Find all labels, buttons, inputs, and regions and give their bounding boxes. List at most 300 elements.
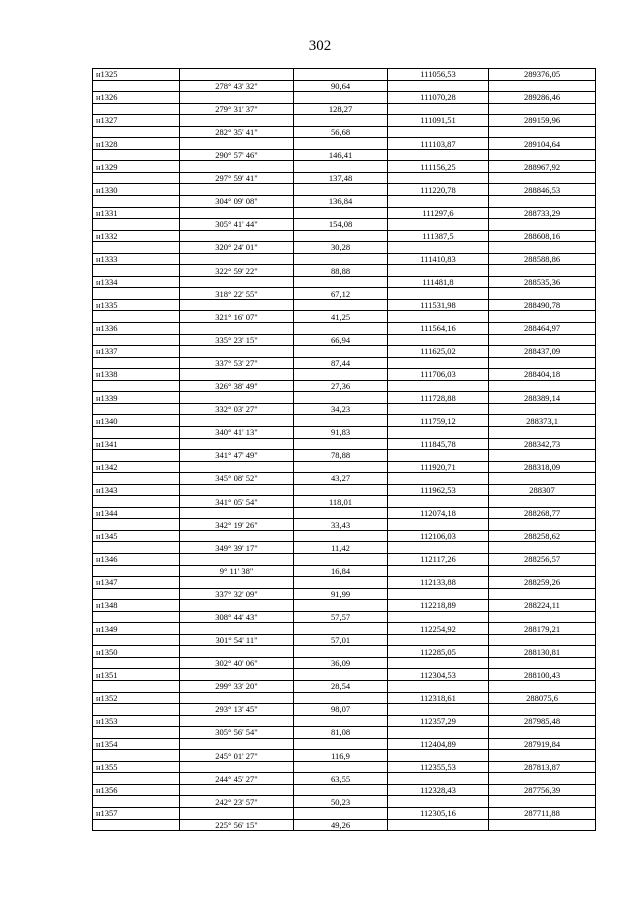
empty-cell <box>93 704 180 716</box>
segment-row <box>93 727 596 739</box>
segment-length: 128,27 <box>294 103 388 115</box>
empty-cell <box>388 773 489 785</box>
empty-cell <box>294 184 388 196</box>
empty-cell <box>180 253 294 265</box>
point-row <box>93 299 596 311</box>
empty-cell <box>93 149 180 161</box>
coordinates-table <box>92 68 596 831</box>
point-name: н1335 <box>93 299 180 311</box>
point-row <box>93 323 596 335</box>
coordinate-y: 288733,29 <box>489 207 596 219</box>
point-name: н1357 <box>93 808 180 820</box>
segment-length: 137,48 <box>294 172 388 184</box>
point-name: н1338 <box>93 369 180 381</box>
empty-cell <box>294 600 388 612</box>
empty-cell <box>93 588 180 600</box>
coordinate-x: 111920,71 <box>388 461 489 473</box>
empty-cell <box>388 149 489 161</box>
point-row <box>93 577 596 589</box>
empty-cell <box>180 415 294 427</box>
empty-cell <box>180 669 294 681</box>
point-row <box>93 207 596 219</box>
empty-cell <box>294 484 388 496</box>
coordinate-y: 287711,88 <box>489 808 596 820</box>
point-row <box>93 276 596 288</box>
direction-angle: 225° 56' 15" <box>180 819 294 831</box>
empty-cell <box>93 750 180 762</box>
empty-cell <box>489 657 596 669</box>
empty-cell <box>93 450 180 462</box>
point-name: н1341 <box>93 438 180 450</box>
segment-row <box>93 704 596 716</box>
direction-angle: 304° 09' 08" <box>180 196 294 208</box>
segment-length: 41,25 <box>294 311 388 323</box>
point-name: н1340 <box>93 415 180 427</box>
empty-cell <box>388 288 489 300</box>
direction-angle: 299° 33' 20" <box>180 680 294 692</box>
empty-cell <box>294 461 388 473</box>
empty-cell <box>180 738 294 750</box>
coordinate-x: 111297,6 <box>388 207 489 219</box>
coordinate-x: 112355,53 <box>388 761 489 773</box>
empty-cell <box>180 761 294 773</box>
coordinate-y: 287985,48 <box>489 715 596 727</box>
point-row <box>93 415 596 427</box>
coordinate-x: 112318,61 <box>388 692 489 704</box>
empty-cell <box>388 265 489 277</box>
empty-cell <box>489 680 596 692</box>
empty-cell <box>93 311 180 323</box>
segment-row <box>93 149 596 161</box>
empty-cell <box>388 196 489 208</box>
empty-cell <box>489 288 596 300</box>
empty-cell <box>294 92 388 104</box>
point-row <box>93 346 596 358</box>
direction-angle: 293° 13' 45" <box>180 704 294 716</box>
coordinate-y: 288967,92 <box>489 161 596 173</box>
coordinate-y: 287919,84 <box>489 738 596 750</box>
empty-cell <box>294 715 388 727</box>
empty-cell <box>294 669 388 681</box>
coordinate-x: 111091,51 <box>388 115 489 127</box>
empty-cell <box>93 334 180 346</box>
empty-cell <box>180 138 294 150</box>
segment-length: 87,44 <box>294 357 388 369</box>
coordinate-y: 289104,64 <box>489 138 596 150</box>
segment-length: 57,01 <box>294 634 388 646</box>
empty-cell <box>294 415 388 427</box>
empty-cell <box>294 761 388 773</box>
point-name: н1355 <box>93 761 180 773</box>
point-name: н1326 <box>93 92 180 104</box>
point-row <box>93 738 596 750</box>
direction-angle: 278° 43' 32" <box>180 80 294 92</box>
empty-cell <box>180 808 294 820</box>
point-name: н1330 <box>93 184 180 196</box>
coordinate-x: 111481,8 <box>388 276 489 288</box>
coordinate-x: 112285,05 <box>388 646 489 658</box>
direction-angle: 337° 32' 09" <box>180 588 294 600</box>
empty-cell <box>93 242 180 254</box>
coordinate-y: 288075,6 <box>489 692 596 704</box>
empty-cell <box>388 403 489 415</box>
empty-cell <box>294 646 388 658</box>
empty-cell <box>388 473 489 485</box>
point-row <box>93 646 596 658</box>
point-name: н1348 <box>93 600 180 612</box>
empty-cell <box>388 565 489 577</box>
direction-angle: 335° 23' 15" <box>180 334 294 346</box>
segment-length: 98,07 <box>294 704 388 716</box>
segment-length: 136,84 <box>294 196 388 208</box>
segment-row <box>93 634 596 646</box>
point-row <box>93 530 596 542</box>
empty-cell <box>388 657 489 669</box>
coordinate-x: 111410,83 <box>388 253 489 265</box>
segment-length: 16,84 <box>294 565 388 577</box>
direction-angle: 297° 59' 41" <box>180 172 294 184</box>
coordinate-y: 288464,97 <box>489 323 596 335</box>
empty-cell <box>388 819 489 831</box>
empty-cell <box>388 80 489 92</box>
segment-row <box>93 334 596 346</box>
empty-cell <box>294 392 388 404</box>
point-name: н1327 <box>93 115 180 127</box>
segment-row <box>93 103 596 115</box>
point-name: н1346 <box>93 553 180 565</box>
empty-cell <box>489 265 596 277</box>
coordinate-x: 112305,16 <box>388 808 489 820</box>
empty-cell <box>93 103 180 115</box>
empty-cell <box>388 796 489 808</box>
segment-row <box>93 657 596 669</box>
point-row <box>93 115 596 127</box>
point-name: н1325 <box>93 69 180 81</box>
empty-cell <box>388 172 489 184</box>
empty-cell <box>388 450 489 462</box>
coordinate-x: 111103,87 <box>388 138 489 150</box>
empty-cell <box>93 357 180 369</box>
segment-length: 154,08 <box>294 219 388 231</box>
empty-cell <box>388 426 489 438</box>
coordinate-y: 288318,09 <box>489 461 596 473</box>
coordinate-y: 287813,87 <box>489 761 596 773</box>
point-name: н1352 <box>93 692 180 704</box>
empty-cell <box>489 242 596 254</box>
empty-cell <box>180 323 294 335</box>
segment-length: 28,54 <box>294 680 388 692</box>
segment-length: 116,9 <box>294 750 388 762</box>
segment-length: 88,88 <box>294 265 388 277</box>
empty-cell <box>388 704 489 716</box>
coordinate-y: 288130,81 <box>489 646 596 658</box>
coordinate-y: 288490,78 <box>489 299 596 311</box>
coordinate-x: 111962,53 <box>388 484 489 496</box>
segment-length: 36,09 <box>294 657 388 669</box>
coordinate-x: 111056,53 <box>388 69 489 81</box>
empty-cell <box>93 172 180 184</box>
segment-row <box>93 680 596 692</box>
empty-cell <box>93 657 180 669</box>
empty-cell <box>93 126 180 138</box>
empty-cell <box>388 496 489 508</box>
coordinate-y: 288608,16 <box>489 230 596 242</box>
point-name: н1342 <box>93 461 180 473</box>
coordinates-table-body <box>93 69 596 831</box>
direction-angle: 282° 35' 41" <box>180 126 294 138</box>
empty-cell <box>489 311 596 323</box>
empty-cell <box>294 808 388 820</box>
direction-angle: 244° 45' 27" <box>180 773 294 785</box>
coordinate-x: 112074,18 <box>388 507 489 519</box>
empty-cell <box>180 577 294 589</box>
direction-angle: 322° 59' 22" <box>180 265 294 277</box>
empty-cell <box>294 577 388 589</box>
coordinate-y: 288258,62 <box>489 530 596 542</box>
empty-cell <box>294 299 388 311</box>
page-number: 302 <box>308 38 332 54</box>
segment-row <box>93 473 596 485</box>
segment-row <box>93 542 596 554</box>
segment-length: 49,26 <box>294 819 388 831</box>
empty-cell <box>93 611 180 623</box>
segment-length: 33,43 <box>294 519 388 531</box>
point-row <box>93 92 596 104</box>
segment-row <box>93 496 596 508</box>
segment-length: 91,99 <box>294 588 388 600</box>
empty-cell <box>180 692 294 704</box>
coordinate-y: 288404,18 <box>489 369 596 381</box>
coordinate-x: 112218,89 <box>388 600 489 612</box>
empty-cell <box>388 727 489 739</box>
empty-cell <box>93 565 180 577</box>
segment-length: 30,28 <box>294 242 388 254</box>
point-row <box>93 623 596 635</box>
empty-cell <box>180 646 294 658</box>
empty-cell <box>489 172 596 184</box>
empty-cell <box>294 507 388 519</box>
coordinate-x: 111706,03 <box>388 369 489 381</box>
point-name: н1336 <box>93 323 180 335</box>
point-row <box>93 484 596 496</box>
direction-angle: 337° 53' 27" <box>180 357 294 369</box>
empty-cell <box>388 542 489 554</box>
empty-cell <box>489 80 596 92</box>
coordinate-y: 287756,39 <box>489 784 596 796</box>
segment-length: 34,23 <box>294 403 388 415</box>
direction-angle: 320° 24' 01" <box>180 242 294 254</box>
direction-angle: 242° 23' 57" <box>180 796 294 808</box>
direction-angle: 332° 03' 27" <box>180 403 294 415</box>
segment-row <box>93 750 596 762</box>
empty-cell <box>180 784 294 796</box>
segment-row <box>93 219 596 231</box>
empty-cell <box>93 634 180 646</box>
point-row <box>93 553 596 565</box>
empty-cell <box>180 484 294 496</box>
empty-cell <box>180 161 294 173</box>
empty-cell <box>93 219 180 231</box>
coordinate-x: 111845,78 <box>388 438 489 450</box>
point-name: н1345 <box>93 530 180 542</box>
direction-angle: 305° 41' 44" <box>180 219 294 231</box>
coordinate-y: 288179,21 <box>489 623 596 635</box>
coordinate-y: 289286,46 <box>489 92 596 104</box>
direction-angle: 342° 19' 26" <box>180 519 294 531</box>
empty-cell <box>294 369 388 381</box>
direction-angle: 290° 57' 46" <box>180 149 294 161</box>
segment-length: 27,36 <box>294 380 388 392</box>
empty-cell <box>180 623 294 635</box>
point-row <box>93 692 596 704</box>
point-name: н1337 <box>93 346 180 358</box>
segment-row <box>93 565 596 577</box>
segment-row <box>93 588 596 600</box>
coordinate-y: 288259,26 <box>489 577 596 589</box>
empty-cell <box>180 276 294 288</box>
point-row <box>93 507 596 519</box>
empty-cell <box>294 323 388 335</box>
point-row <box>93 461 596 473</box>
segment-length: 63,55 <box>294 773 388 785</box>
segment-row <box>93 426 596 438</box>
coordinate-x: 112117,26 <box>388 553 489 565</box>
empty-cell <box>388 588 489 600</box>
empty-cell <box>180 553 294 565</box>
direction-angle: 349° 39' 17" <box>180 542 294 554</box>
coordinate-x: 112133,88 <box>388 577 489 589</box>
empty-cell <box>489 704 596 716</box>
coordinate-x: 112254,92 <box>388 623 489 635</box>
point-row <box>93 808 596 820</box>
empty-cell <box>93 819 180 831</box>
empty-cell <box>388 680 489 692</box>
direction-angle: 341° 47' 49" <box>180 450 294 462</box>
direction-angle: 321° 16' 07" <box>180 311 294 323</box>
point-row <box>93 761 596 773</box>
empty-cell <box>294 623 388 635</box>
empty-cell <box>388 519 489 531</box>
direction-angle: 341° 05' 54" <box>180 496 294 508</box>
empty-cell <box>388 380 489 392</box>
point-name: н1334 <box>93 276 180 288</box>
empty-cell <box>489 519 596 531</box>
coordinate-x: 112404,89 <box>388 738 489 750</box>
coordinate-x: 111531,98 <box>388 299 489 311</box>
segment-length: 118,01 <box>294 496 388 508</box>
segment-row <box>93 311 596 323</box>
point-name: н1354 <box>93 738 180 750</box>
empty-cell <box>489 103 596 115</box>
segment-row <box>93 819 596 831</box>
empty-cell <box>93 796 180 808</box>
coordinate-x: 111728,88 <box>388 392 489 404</box>
empty-cell <box>388 219 489 231</box>
empty-cell <box>489 750 596 762</box>
point-row <box>93 438 596 450</box>
segment-length: 43,27 <box>294 473 388 485</box>
segment-row <box>93 80 596 92</box>
point-row <box>93 184 596 196</box>
empty-cell <box>180 92 294 104</box>
point-row <box>93 715 596 727</box>
empty-cell <box>489 219 596 231</box>
segment-row <box>93 403 596 415</box>
empty-cell <box>180 369 294 381</box>
empty-cell <box>93 80 180 92</box>
empty-cell <box>388 750 489 762</box>
segment-length: 56,68 <box>294 126 388 138</box>
coordinate-y: 288389,14 <box>489 392 596 404</box>
empty-cell <box>489 796 596 808</box>
empty-cell <box>388 634 489 646</box>
empty-cell <box>294 784 388 796</box>
empty-cell <box>180 715 294 727</box>
empty-cell <box>489 380 596 392</box>
empty-cell <box>180 115 294 127</box>
empty-cell <box>180 438 294 450</box>
direction-angle: 345° 08' 52" <box>180 473 294 485</box>
point-row <box>93 669 596 681</box>
segment-row <box>93 172 596 184</box>
empty-cell <box>93 288 180 300</box>
empty-cell <box>388 311 489 323</box>
point-row <box>93 253 596 265</box>
empty-cell <box>93 680 180 692</box>
point-name: н1353 <box>93 715 180 727</box>
segment-length: 57,57 <box>294 611 388 623</box>
coordinate-x: 111759,12 <box>388 415 489 427</box>
coordinate-x: 112357,29 <box>388 715 489 727</box>
empty-cell <box>489 588 596 600</box>
empty-cell <box>93 426 180 438</box>
coordinate-x: 111625,02 <box>388 346 489 358</box>
empty-cell <box>489 634 596 646</box>
empty-cell <box>294 276 388 288</box>
empty-cell <box>294 438 388 450</box>
segment-row <box>93 796 596 808</box>
empty-cell <box>180 299 294 311</box>
empty-cell <box>294 253 388 265</box>
segment-length: 50,23 <box>294 796 388 808</box>
coordinate-x: 111220,78 <box>388 184 489 196</box>
empty-cell <box>294 230 388 242</box>
empty-cell <box>489 126 596 138</box>
empty-cell <box>93 496 180 508</box>
coordinate-y: 288307 <box>489 484 596 496</box>
segment-row <box>93 265 596 277</box>
point-name: н1344 <box>93 507 180 519</box>
segment-length: 90,64 <box>294 80 388 92</box>
empty-cell <box>93 519 180 531</box>
empty-cell <box>388 103 489 115</box>
empty-cell <box>489 473 596 485</box>
coordinate-y: 288588,86 <box>489 253 596 265</box>
empty-cell <box>93 542 180 554</box>
empty-cell <box>388 357 489 369</box>
empty-cell <box>294 69 388 81</box>
empty-cell <box>93 380 180 392</box>
segment-row <box>93 450 596 462</box>
segment-length: 67,12 <box>294 288 388 300</box>
direction-angle: 302° 40' 06" <box>180 657 294 669</box>
segment-row <box>93 519 596 531</box>
segment-length: 91,83 <box>294 426 388 438</box>
point-name: н1333 <box>93 253 180 265</box>
coordinate-y: 288373,1 <box>489 415 596 427</box>
coordinate-y: 288256,57 <box>489 553 596 565</box>
empty-cell <box>388 126 489 138</box>
